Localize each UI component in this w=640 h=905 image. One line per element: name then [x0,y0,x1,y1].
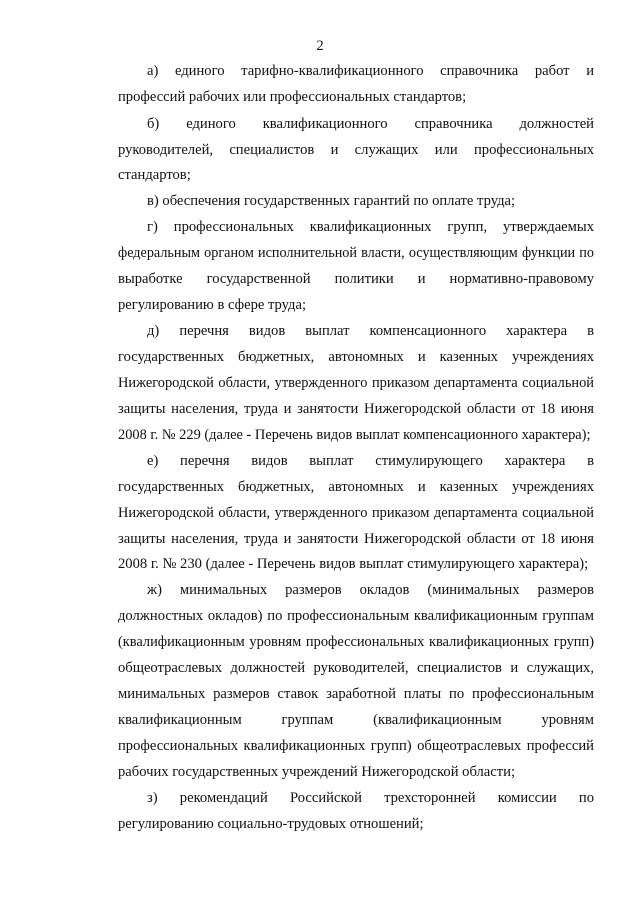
item-e-line-5: 2008 г. № 230 (далее - Перечень видов выплат стимулирующего характера); [118,556,589,572]
item-zh-line-3: (квалификационным уровням профессиональных квалификационных групп) [118,634,594,650]
item-zh-line-7: профессиональных квалификационных групп) общеотраслевых профессий [118,738,594,754]
item-g-line-1: г) профессиональных квалификационных групп, утверждаемых [147,219,594,235]
item-b-line-2: руководителей, специалистов и служащих или профессиональных [118,142,594,158]
item-z-line-1: з) рекомендаций Российской трехсторонней комиссии по [147,790,594,806]
item-d-line-2: государственных бюджетных, автономных и казенных учреждениях [118,349,594,365]
item-zh-line-5: минимальных размеров ставок заработной платы по профессиональным [118,686,594,702]
item-zh-line-6: квалификационным группам (квалификационным уровням [118,712,594,728]
item-e-line-4: защиты населения, труда и занятости Нижегородской области от 18 июня [118,531,594,547]
item-b-line-1: б) единого квалификационного справочника должностей [147,116,594,132]
item-e-line-2: государственных бюджетных, автономных и казенных учреждениях [118,479,594,495]
item-g-line-3: выработке государственной политики и нормативно-правовому [118,271,594,287]
item-d-line-4: защиты населения, труда и занятости Нижегородской области от 18 июня [118,401,594,417]
item-a-line-2: профессий рабочих или профессиональных стандартов; [118,89,467,105]
item-d-line-5: 2008 г. № 229 (далее - Перечень видов выплат компенсационного характера); [118,427,591,443]
item-e-line-1: е) перечня видов выплат стимулирующего характера в [147,453,594,469]
page-number: 2 [316,38,324,54]
item-b-line-3: стандартов; [118,167,191,183]
item-g-line-4: регулированию в сфере труда; [118,297,306,313]
item-zh-line-4: общеотраслевых должностей руководителей, специалистов и служащих, [118,660,594,676]
item-d-line-3: Нижегородской области, утвержденного приказом департамента социальной [118,375,594,391]
item-zh-line-2: должностных окладов) по профессиональным квалификационным группам [118,608,594,624]
item-a-line-1: а) единого тарифно-квалификационного справочника работ и [147,63,594,79]
item-g-line-2: федеральным органом исполнительной власти, осуществляющим функции по [118,245,594,261]
item-e-line-3: Нижегородской области, утвержденного приказом департамента социальной [118,505,594,521]
item-z-line-2: регулированию социально-трудовых отношений; [118,816,424,832]
item-zh-line-1: ж) минимальных размеров окладов (минимальных размеров [147,582,594,598]
item-zh-line-8: рабочих государственных учреждений Нижегородской области; [118,764,515,780]
item-v-line-1: в) обеспечения государственных гарантий по оплате труда; [147,193,516,209]
item-d-line-1: д) перечня видов выплат компенсационного характера в [147,323,594,339]
